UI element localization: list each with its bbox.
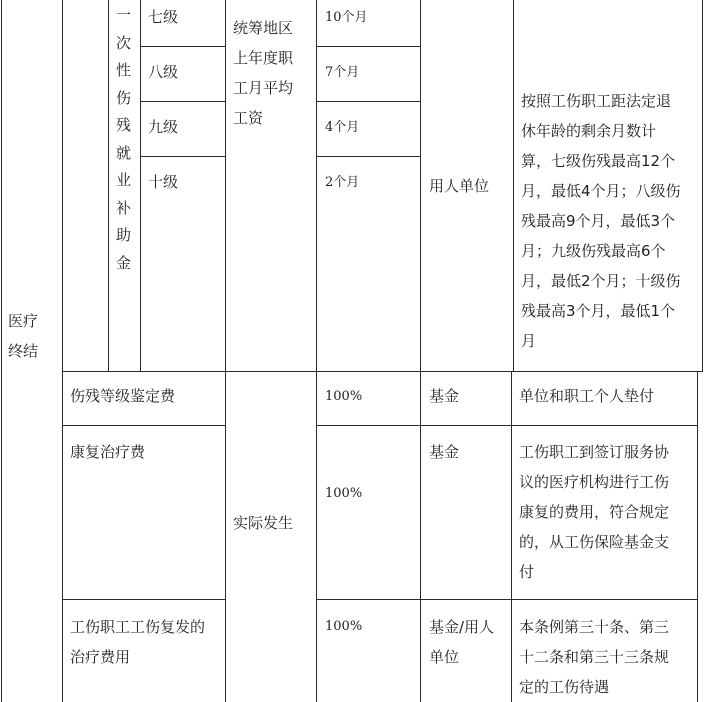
grade-label: 七级 bbox=[148, 8, 179, 26]
table-divider bbox=[513, 0, 514, 371]
table-divider bbox=[511, 371, 512, 702]
table-divider bbox=[62, 599, 226, 600]
table-border-right bbox=[697, 371, 698, 702]
table-divider bbox=[225, 0, 226, 702]
table-row-note: 单位和职工个人垫付 bbox=[519, 387, 655, 405]
grade-label: 九级 bbox=[148, 118, 179, 136]
table-divider bbox=[140, 101, 226, 102]
table-divider bbox=[316, 425, 698, 426]
months-value: 7个月 bbox=[325, 65, 360, 80]
table-border-right bbox=[702, 0, 703, 371]
table-row-percent: 100% bbox=[325, 619, 363, 634]
remarks: 按照工伤职工距法定退 休年龄的剩余月数计 算，七级伤残最高12个 月，最低4个月；八级伤 残最高9个月，最低3个 月；九级伤残最高6个 月，最低2个月；十级伤 残最高3个月，最低1个 月 bbox=[521, 92, 681, 350]
months-value: 10个月 bbox=[325, 10, 368, 25]
table-row-note: 工伤职工到签订服务协 议的医疗机构进行工伤 康复的费用，符合规定 的，从工伤保险基金支 付 bbox=[519, 443, 670, 581]
table-row-percent: 100% bbox=[325, 486, 363, 501]
table-divider bbox=[62, 425, 226, 426]
months-value: 4个月 bbox=[325, 120, 360, 135]
table-row-item: 工伤职工工伤复发的 治疗费用 bbox=[70, 618, 206, 666]
table-row-item: 康复治疗费 bbox=[70, 443, 146, 461]
table-divider bbox=[62, 371, 703, 372]
grade-label: 十级 bbox=[148, 173, 179, 191]
table-divider bbox=[420, 0, 421, 702]
table-divider bbox=[316, 599, 698, 600]
table-divider bbox=[108, 0, 109, 371]
table-divider bbox=[140, 156, 226, 157]
table-divider bbox=[316, 0, 317, 702]
section-label: 医疗 终结 bbox=[8, 312, 39, 360]
grade-label: 八级 bbox=[148, 63, 179, 81]
table-row-payer: 基金 bbox=[429, 443, 460, 461]
table-row-item: 伤残等级鉴定费 bbox=[70, 387, 176, 405]
table-row-percent: 100% bbox=[325, 389, 363, 404]
table-border-left bbox=[1, 0, 2, 702]
table-row-payer: 基金/用人 单位 bbox=[429, 618, 495, 666]
actual-incurred: 实际发生 bbox=[233, 514, 294, 532]
table-divider bbox=[316, 156, 421, 157]
table-divider bbox=[316, 101, 421, 102]
table-row-note: 本条例第三十条、第三 十二条和第三十三条规 定的工伤待遇 bbox=[519, 618, 670, 696]
payer: 用人单位 bbox=[429, 177, 490, 195]
benefit-name: 一 次 性 伤 残 就 业 补 助 金 bbox=[116, 6, 132, 272]
months-value: 2个月 bbox=[325, 175, 360, 190]
table-divider bbox=[140, 0, 141, 371]
table-row-payer: 基金 bbox=[429, 387, 460, 405]
table-divider bbox=[140, 46, 226, 47]
table-divider bbox=[316, 46, 421, 47]
calculation-base: 统筹地区 上年度职 工月平均 工资 bbox=[233, 19, 294, 127]
table-divider bbox=[62, 0, 63, 702]
